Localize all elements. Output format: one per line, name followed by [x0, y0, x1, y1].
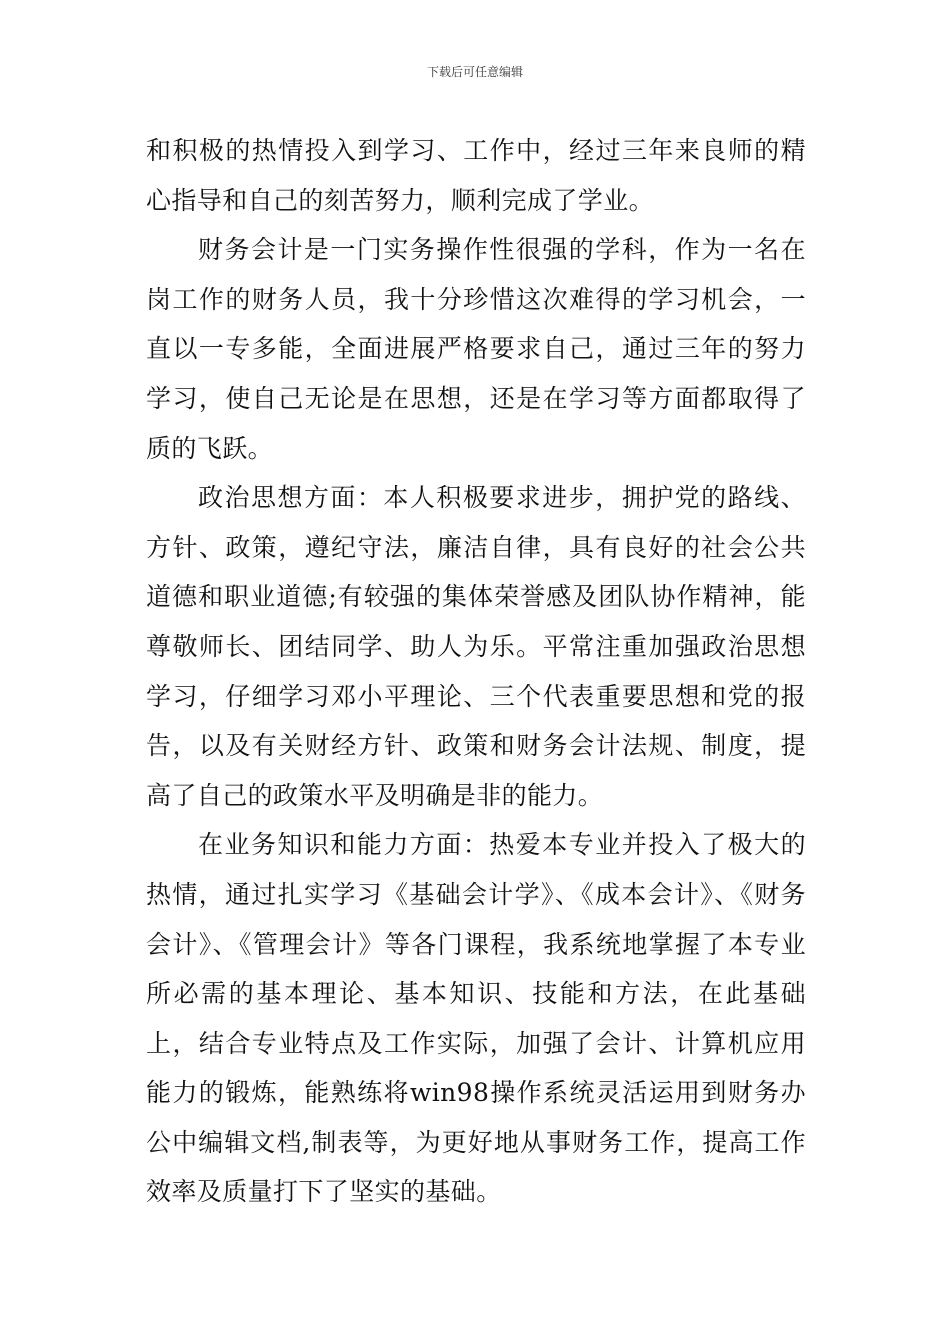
document-body	[146, 126, 806, 1217]
paragraph-2: 财务会计是一门实务操作性很强的学科，作为一名在岗工作的财务人员，我十分珍惜这次难得的学习机会，一直以一专多能，全面进展严格要求自己，通过三年的努力学习，使自己无论是在思想，还是在学习等方面都取得了质的飞跃。	[146, 235, 806, 463]
page-header: 下载后可任意编辑	[426, 65, 523, 79]
paragraph-3: 政治思想方面：本人积极要求进步，拥护党的路线、方针、政策，遵纪守法，廉洁自律，具有良好的社会公共道德和职业道德;有较强的集体荣誉感及团队协作精神，能尊敬师长、团结同学、助人为乐。平常注重加强政治思想学习，仔细学习邓小平理论、三个代表重要思想和党的报告，以及有关财经方针、政策和财务会计法规、制度，提高了自己的政策水平及明确是非的能力。	[146, 483, 806, 810]
paragraph-1: 和积极的热情投入到学习、工作中，经过三年来良师的精心指导和自己的刻苦努力，顺利完成了学业。	[146, 136, 806, 215]
paragraph-4: 在业务知识和能力方面：热爱本专业并投入了极大的热情，通过扎实学习《基础会计学》、《成本会计》、《财务会计》、《管理会计》等各门课程，我系统地掌握了本专业所必需的基本理论、基本知识、技能和方法，在此基础上，结合专业特点及工作实际，加强了会计、计算机应用能力的锻炼，能熟练将win98操作系统灵活运用到财务办公中编辑文档,制表等，为更好地从事财务工作，提高工作效率及质量打下了坚实的基础。	[146, 830, 806, 1207]
